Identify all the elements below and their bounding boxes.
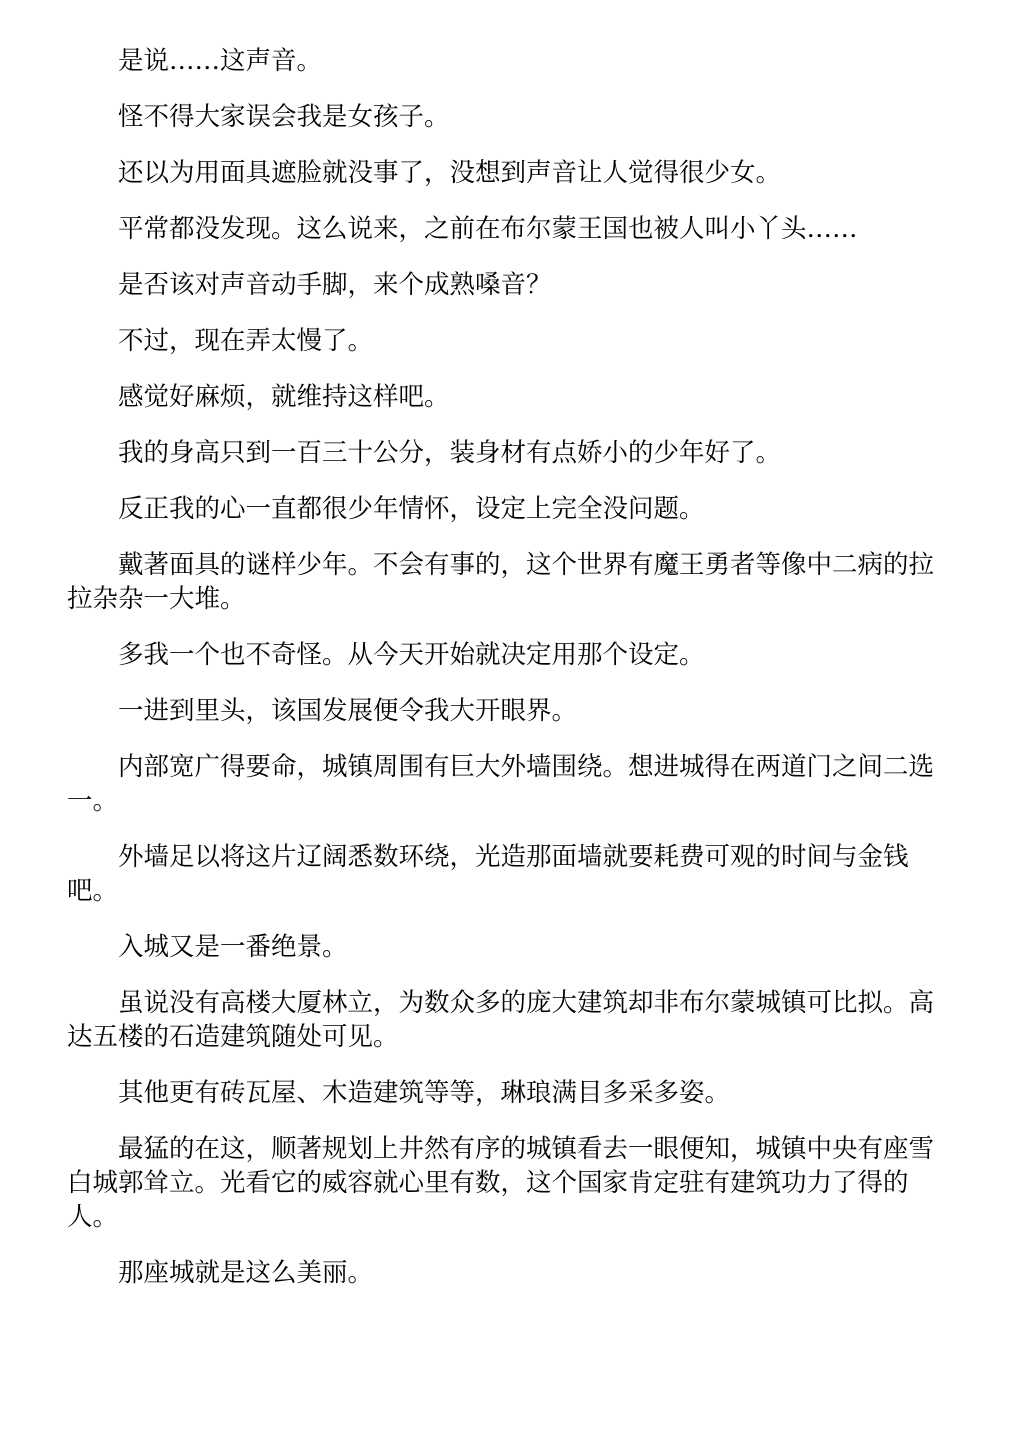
paragraph: 戴著面具的谜样少年。不会有事的，这个世界有魔王勇者等像中二病的拉拉杂杂一大堆。: [67, 550, 935, 614]
paragraph: 那座城就是这么美丽。: [118, 1258, 374, 1288]
paragraph: 我的身高只到一百三十公分，装身材有点娇小的少年好了。: [118, 438, 782, 468]
text-body: [67, 44, 947, 1312]
paragraph: 怪不得大家误会我是女孩子。: [118, 102, 450, 132]
paragraph: 是说……这声音。: [118, 46, 323, 76]
paragraph: 是否该对声音动手脚，来个成熟嗓音？: [118, 270, 552, 300]
paragraph: 感觉好麻烦，就维持这样吧。: [118, 382, 450, 412]
paragraph: 虽说没有高楼大厦林立，为数众多的庞大建筑却非布尔蒙城镇可比拟。高达五楼的石造建筑随处可见。: [67, 988, 935, 1052]
paragraph: 多我一个也不奇怪。从今天开始就决定用那个设定。: [118, 640, 705, 670]
paragraph: 平常都没发现。这么说来，之前在布尔蒙王国也被人叫小丫头……: [118, 214, 858, 244]
paragraph: 一进到里头，该国发展便令我大开眼界。: [118, 696, 578, 726]
paragraph: 反正我的心一直都很少年情怀，设定上完全没问题。: [118, 494, 705, 524]
paragraph: 其他更有砖瓦屋、木造建筑等等，琳琅满目多采多姿。: [118, 1078, 731, 1108]
paragraph: 外墙足以将这片辽阔悉数环绕，光造那面墙就要耗费可观的时间与金钱吧。: [67, 842, 909, 906]
paragraph: 最猛的在这，顺著规划上井然有序的城镇看去一眼便知，城镇中央有座雪白城郭耸立。光看它的威容就心里有数，这个国家肯定驻有建筑功力了得的人。: [67, 1134, 935, 1232]
paragraph: 入城又是一番绝景。: [118, 932, 348, 962]
paragraph: 内部宽广得要命，城镇周围有巨大外墙围绕。想进城得在两道门之间二选一。: [67, 752, 935, 816]
paragraph: 不过，现在弄太慢了。: [118, 326, 374, 356]
paragraph: 还以为用面具遮脸就没事了，没想到声音让人觉得很少女。: [118, 158, 782, 188]
